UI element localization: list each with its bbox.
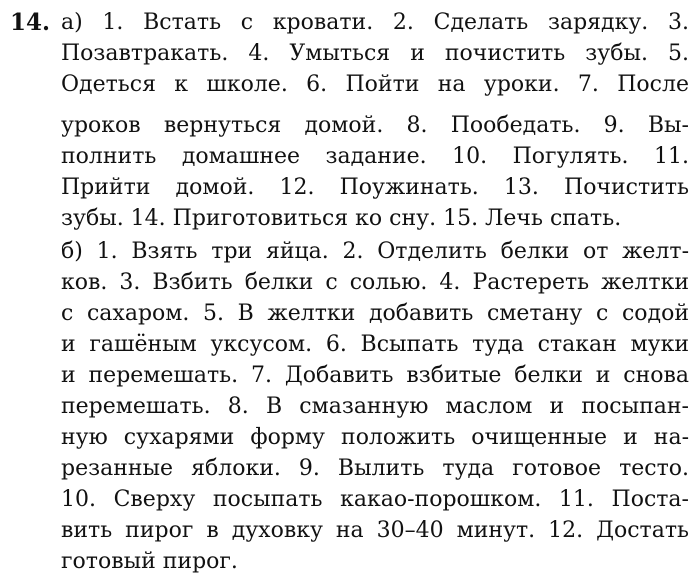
- text-line-part-b-3: с сахаром. 5. В желтки добавить сметану с содой: [61, 301, 689, 326]
- text-line-part-b-10: вить пирог в духовку на 30–40 минут. 12. Достать: [61, 518, 689, 543]
- text-line-part-b-5: и перемешать. 7. Добавить взбитые белки и снова: [61, 363, 689, 388]
- text-line-part-a-7: зубы. 14. Приготовиться ко сну. 15. Лечь спать.: [61, 206, 622, 231]
- text-line-part-a-5: полнить домашнее задание. 10. Погулять. 11.: [61, 144, 689, 169]
- text-line-part-a-2: Позавтракать. 4. Умыться и почистить зубы. 5.: [61, 41, 689, 66]
- text-line-part-b-9: 10. Сверху посыпать какао-порошком. 11. Поста-: [61, 487, 689, 512]
- text-line-part-a-3: Одеться к школе. 6. Пойти на уроки. 7. После: [61, 72, 689, 97]
- text-line-part-b-4: и гашёным уксусом. 6. Всыпать туда стакан муки: [61, 332, 689, 357]
- text-line-part-b-8: резанные яблоки. 9. Вылить туда готовое тесто.: [61, 456, 689, 481]
- text-line-part-b-7: ную сухарями форму положить очищенные и на-: [61, 425, 689, 450]
- text-line-part-b-1: б) 1. Взять три яйца. 2. Отделить белки от желт-: [61, 239, 689, 264]
- text-line-part-a-1: а) 1. Встать с кровати. 2. Сделать зарядку. 3.: [61, 10, 689, 35]
- text-line-part-b-11: готовый пирог.: [61, 549, 238, 574]
- text-line-part-b-6: перемешать. 8. В смазанную маслом и посыпан-: [61, 394, 689, 419]
- text-line-part-b-2: ков. 3. Взбить белки с солью. 4. Растереть желтки: [61, 270, 689, 295]
- text-line-part-a-6: Прийти домой. 12. Поужинать. 13. Почистить: [61, 175, 689, 200]
- exercise-number: 14.: [10, 9, 51, 36]
- text-line-part-a-4: уроков вернуться домой. 8. Пообедать. 9. Вы-: [61, 113, 689, 138]
